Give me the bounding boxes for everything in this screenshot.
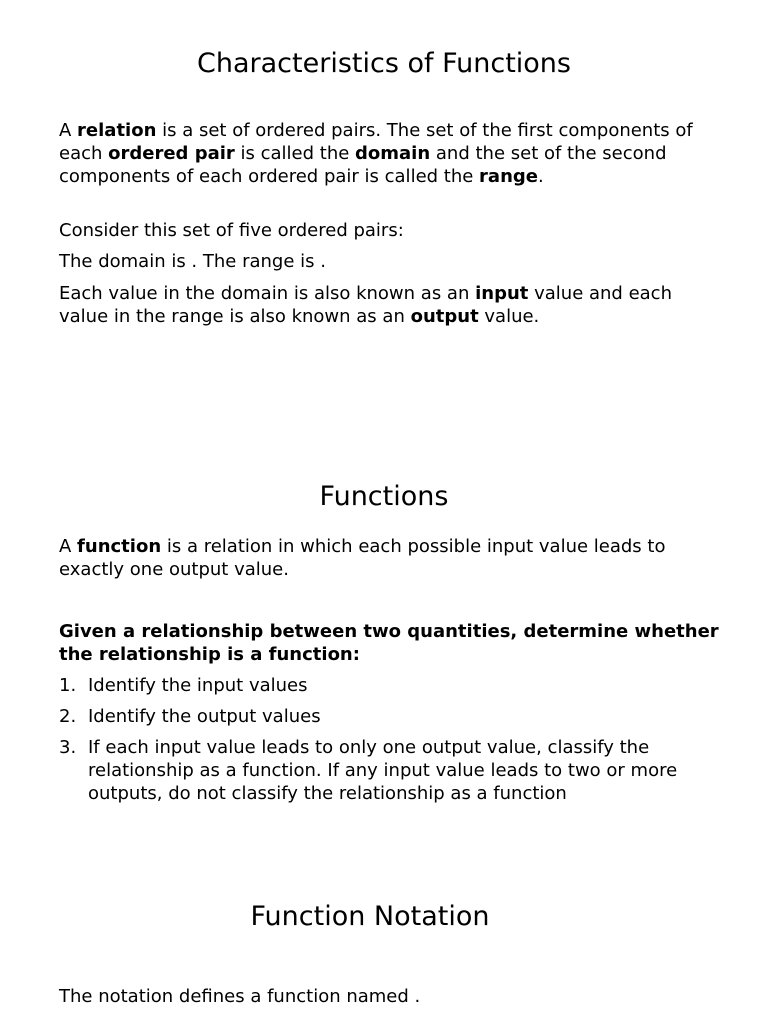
step-text: Identify the output values [88, 706, 321, 727]
list-item [59, 736, 719, 805]
text-run: is called the [234, 143, 356, 164]
section-title-functions: Functions [319, 481, 449, 512]
term-ordered-pair: ordered pair [108, 143, 235, 164]
text-run: is a set of ordered pairs. The set of the first components of each [59, 120, 693, 164]
step-text: If each input value leads to only one output value, classify the relationship as a function. If any input value leads to two or more outputs, do not classify the relationship as a function [88, 737, 678, 804]
term-domain: domain [355, 143, 431, 164]
section-title-function-notation: Function Notation [250, 901, 490, 932]
input-output-paragraph [59, 282, 719, 328]
list-item [59, 674, 719, 697]
domain-range-paragraph: The domain is . The range is . [59, 251, 326, 272]
consider-paragraph: Consider this set of five ordered pairs: [59, 220, 404, 241]
procedure-heading: Given a relationship between two quantities, determine whether the relationship is a function: [59, 621, 719, 665]
step-text: Identify the input values [88, 675, 308, 696]
text-run: A [59, 120, 78, 141]
procedure-steps-list [59, 674, 719, 813]
function-definition-paragraph [59, 535, 719, 581]
step-number: 1. [59, 675, 77, 696]
step-number: 2. [59, 706, 77, 727]
text-run: . [537, 166, 544, 187]
term-relation: relation [77, 120, 157, 141]
relation-definition-paragraph [59, 119, 719, 188]
term-range: range [479, 166, 538, 187]
text-run: is a relation in which each possible input value leads to exactly one output value. [59, 536, 666, 580]
list-item [59, 705, 719, 728]
term-output: output [410, 306, 479, 327]
text-run: and the set of the second components of each ordered pair is called the [59, 143, 667, 187]
text-run: value. [478, 306, 540, 327]
text-run: value and each value in the range is also known as an [59, 283, 672, 327]
text-run: Each value in the domain is also known as an [59, 283, 476, 304]
step-number: 3. [59, 737, 77, 758]
text-run: A [59, 536, 78, 557]
notation-paragraph: The notation defines a function named . [59, 986, 421, 1007]
section-title-characteristics: Characteristics of Functions [197, 48, 571, 79]
term-function: function [77, 536, 162, 557]
term-input: input [475, 283, 529, 304]
